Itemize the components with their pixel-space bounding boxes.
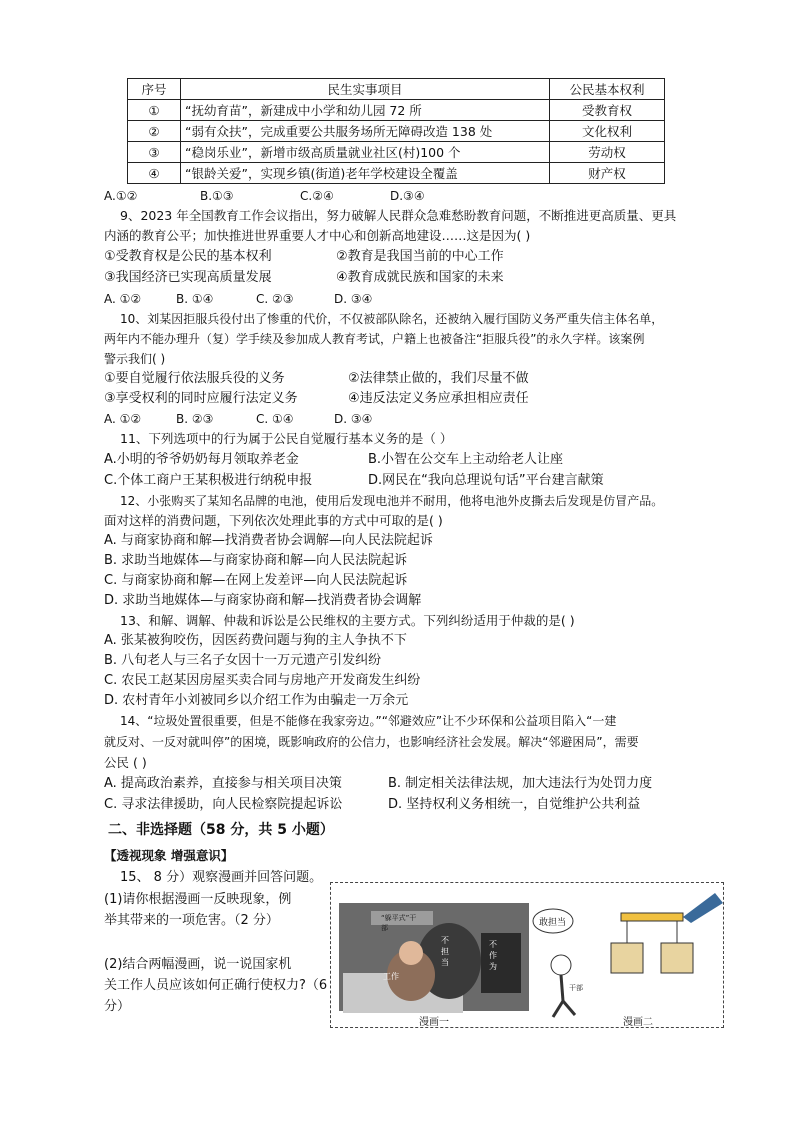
q9-stem: 9、2023 年全国教育工作会议指出，努力破解人民群众急难愁盼教育问题，不断推进更高质量、更具 [120,208,677,223]
option-d: D. ③④ [334,412,373,426]
running-figure-leg [553,1001,563,1017]
label-not-act: 不作为 [489,940,497,971]
q9-options [104,289,373,309]
cartoon-two-caption: 漫画二 [623,1017,653,1028]
q11-option-c: C.个体工商户王某积极进行纳税申报 [104,473,313,488]
option-b: B. ①④ [176,292,214,306]
section-tag: 【透视现象 增强意识】 [104,848,234,863]
table-header-row [128,79,665,100]
balance-beam [621,913,683,921]
table-cell: “抚幼育苗”，新建成中小学和幼儿园 72 所 [181,100,550,121]
q14-stem: 14、“垃圾处置很重要，但是不能修在我家旁边。”“邻避效应”让不少环保和公益项目陷入“一建 [120,714,617,728]
q13-option: B. 八旬老人与三名子女因十一万元遗产引发纠纷 [104,653,382,668]
q13-option: D. 农村青年小刘被同乡以介绍工作为由骗走一万余元 [104,693,409,708]
q9-statement: ④教育成就民族和国家的未来 [336,270,504,285]
q14-option-b: B. 制定相关法律法规，加大违法行为处罚力度 [388,776,653,791]
q14-stem: 公民 ( ) [104,755,147,770]
option-c: C. ②③ [256,292,294,306]
running-figure-head [551,955,571,975]
table-cell: 文化权利 [550,121,665,142]
table-cell: 财产权 [550,163,665,184]
q12-option: D. 求助当地媒体—与商家协商和解—找消费者协会调解 [104,593,422,608]
option-d: D. ③④ [334,292,373,306]
table-cell: “弱有众扶”，完成重要公共服务场所无障碍改造 138 处 [181,121,550,142]
option-c: C.②④ [300,189,334,203]
q10-stem: 10、刘某因拒服兵役付出了惨重的代价，不仅被部队除名，还被纳入履行国防义务严重失信主体名单， [120,312,664,326]
table-cell: “银龄关爱”，实现乡镇(街道)老年学校建设全覆盖 [181,163,550,184]
section-heading: 二、非选择题（58 分，共 5 小题） [108,822,334,838]
official-head [399,941,423,965]
q12-stem: 12、小张购买了某知名品牌的电池，使用后发现电池并不耐用，他将电池外皮撕去后发现是仿冒产品。 [120,494,664,508]
cartoon-one-caption: 漫画一 [419,1017,449,1028]
q14-option-a: A. 提高政治素养，直接参与相关项目决策 [104,776,342,791]
q9-statement: ③我国经济已实现高质量发展 [104,270,272,285]
table-row [128,100,665,121]
label-cadre: “躲平式”干部 [381,914,417,932]
bucket-left [611,943,643,973]
option-d: D.③④ [390,189,425,203]
q14-stem: 就反对、一反对就叫停”的困境，既影响政府的公信力，也影响经济社会发展。解决“邻避困局”，需要 [104,735,639,749]
option-b: B. ②③ [176,412,214,426]
q10-statement: ③享受权利的同时应履行法定义务 [104,391,298,406]
table-cell: ① [128,100,181,121]
table-cell: ④ [128,163,181,184]
table-row [128,163,665,184]
q12-option: A. 与商家协商和解—找消费者协会调解—向人民法院起诉 [104,533,433,548]
option-a: A. ①② [104,292,142,306]
q10-statement: ④违反法定义务应承担相应责任 [348,391,529,406]
q12-option: B. 求助当地媒体—与商家协商和解—向人民法院起诉 [104,553,408,568]
q11-option-b: B.小智在公交车上主动给老人让座 [368,452,564,467]
table-row [128,121,665,142]
q13-option: A. 张某被狗咬伤，因医药费问题与狗的主人争执不下 [104,633,407,648]
option-a: A. ①② [104,412,142,426]
q11-stem: 11、下列选项中的行为属于公民自觉履行基本义务的是（ ） [120,431,453,446]
label-dare: 敢担当 [539,918,567,928]
table-header: 民生实事项目 [181,79,550,100]
q15-part1: (1)请你根据漫画一反映现象，例 [104,892,292,907]
q9-statement: ①受教育权是公民的基本权利 [104,249,272,264]
cartoon-illustration [331,883,723,1027]
q15-part2: (2)结合两幅漫画，说一说国家机 [104,957,292,972]
table-cell: ② [128,121,181,142]
rights-table [127,78,665,184]
hand-arm [683,893,723,923]
table-cell: ③ [128,142,181,163]
label-tongs: 干部 [569,984,583,992]
q8-options [104,186,425,206]
q13-option: C. 农民工赵某因房屋买卖合同与房地产开发商发生纠纷 [104,673,421,688]
label-not-dare: 不担当 [441,936,449,967]
running-figure-body [561,975,563,1001]
q13-stem: 13、和解、调解、仲裁和诉讼是公民维权的主要方式。下列纠纷适用于仲裁的是( ) [120,613,575,628]
q10-options [104,409,373,429]
table-row [128,142,665,163]
table-cell: 受教育权 [550,100,665,121]
q11-option-a: A.小明的爷爷奶奶每月领取养老金 [104,452,299,467]
option-c: C. ①④ [256,412,294,426]
q12-option: C. 与商家协商和解—在网上发差评—向人民法院起诉 [104,573,408,588]
cartoon-panel [330,882,724,1028]
q15-part2: 分） [104,999,131,1014]
q12-stem: 面对这样的消费问题，下列依次处理此事的方式中可取的是( ) [104,513,443,528]
q15-part1: 举其带来的一项危害。（2 分） [104,913,279,928]
q9-statement: ②教育是我国当前的中心工作 [336,249,504,264]
bucket-right [661,943,693,973]
table-cell: 劳动权 [550,142,665,163]
option-a: A.①② [104,189,138,203]
table-header: 序号 [128,79,181,100]
q11-option-d: D.网民在“我向总理说句话”平台建言献策 [368,473,604,488]
q10-stem: 警示我们( ) [104,352,166,366]
q14-option-c: C. 寻求法律援助，向人民检察院提起诉讼 [104,797,343,812]
q10-statement: ②法律禁止做的，我们尽量不做 [348,371,529,386]
label-work: 工作 [383,972,399,981]
option-b: B.①③ [200,189,234,203]
q15-stem: 15、 8 分）观察漫画并回答问题。 [120,870,323,885]
q10-stem: 两年内不能办理升（复）学手续及参加成人教育考试，户籍上也被备注“拒服兵役”的永久字样。该案例 [104,332,645,346]
q10-statement: ①要自觉履行依法服兵役的义务 [104,371,285,386]
table-header: 公民基本权利 [550,79,665,100]
table-cell: “稳岗乐业”，新增市级高质量就业社区(村)100 个 [181,142,550,163]
q14-option-d: D. 坚持权利义务相统一，自觉维护公共利益 [388,797,641,812]
q15-part2: 关工作人员应该如何正确行使权力?（6 [104,978,328,993]
q9-stem: 内涵的教育公平；加快推进世界重要人才中心和创新高地建设……这是因为( ) [104,228,531,243]
running-figure-leg [563,1001,575,1015]
